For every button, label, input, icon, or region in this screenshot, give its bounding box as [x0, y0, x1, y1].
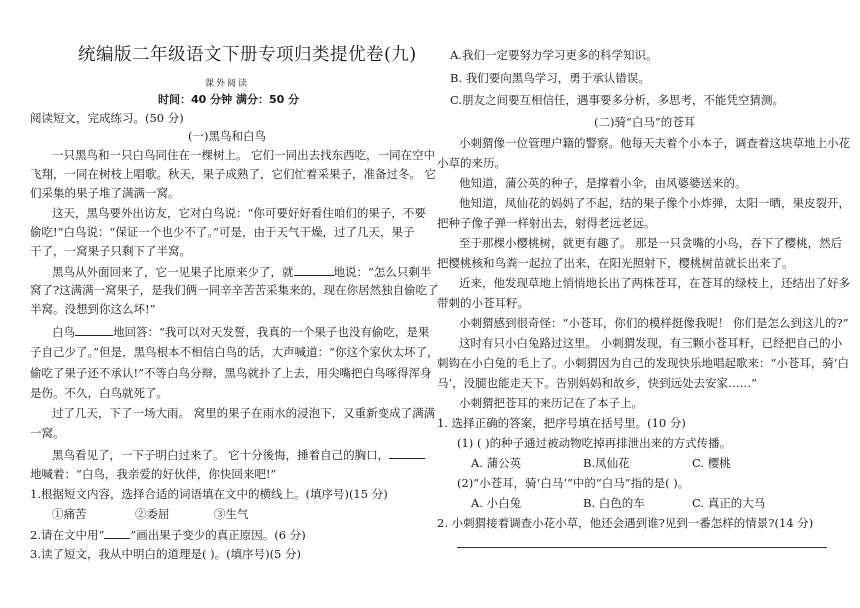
- question-1: 1.根据短文内容，选择合适的词语填在文中的横线上。(填序号)(15 分): [30, 487, 388, 501]
- text-segment: 白鸟: [52, 325, 75, 339]
- option: ①痛苦: [52, 507, 87, 521]
- fill-blank[interactable]: [75, 324, 113, 336]
- text-segment: 地说：“怎么只剩半: [333, 265, 432, 279]
- paragraph-line: 一窝。: [30, 426, 65, 440]
- paragraph-line: 过了几天，下了一场大雨。 窝里的果子在雨水的浸泡下，又重新变成了满满: [52, 406, 436, 420]
- question-1: 1. 选择正确的答案，把序号填在括号里。(10 分): [437, 416, 686, 430]
- paragraph-line: 至于那棵小樱桃树，就更有趣了。 那是一只贪嘴的小鸟，吞下了樱桃，然后: [459, 236, 843, 250]
- text-segment: 黑鸟从外面回来了，它一见果子比原来少了，就: [52, 265, 294, 279]
- paragraph-line: 把种子像子弹一样射出去，射得老远老远。: [437, 216, 656, 230]
- section1-title: (一)黑鸟和白鸟: [188, 129, 266, 143]
- instruction: 阅读短文，完成练习。(50 分): [30, 111, 184, 125]
- time-score: 时间：40 分钟 满分：50 分: [158, 93, 300, 106]
- paragraph-line: 他知道，凤仙花的妈妈了不起，结的果子像个小炸弹，太阳一晒，果皮裂开，: [459, 196, 850, 210]
- paragraph-line: 是伤。不久，白鸟就死了。: [30, 386, 168, 400]
- section2-title: (二)骑“白马”的苍耳: [594, 115, 696, 129]
- option-a: A.我们一定要努力学习更多的科学知识。: [450, 48, 658, 62]
- paragraph-line: 偷吃了果子还不承认!”不等白鸟分辩，黑鸟就扑了上去，用尖嘴把白鸟啄得浑身: [30, 366, 432, 380]
- paragraph-line: 近来，他发现草地上悄悄地长出了两株苍耳，在苍耳的绿枝上，还结出了好多: [459, 276, 850, 290]
- fill-blank[interactable]: [294, 264, 334, 276]
- paragraph-line: [52, 324, 429, 339]
- question-3: 3.读了短文，我从中明白的道理是( )。(填序号)(5 分): [30, 547, 302, 561]
- paragraph-line: [52, 264, 431, 279]
- paragraph-line: 半窝。没想到你这么坏!”: [30, 302, 156, 316]
- text-segment: 黑鸟看见了，一下子明白过来了。 它十分後悔，捶着自己的胸口，: [52, 448, 390, 462]
- text-segment: 2.请在文中用“: [30, 528, 105, 542]
- paragraph-line: 小刺猬像一位管理户籍的警察。他每天夫着个小本子，调查着这块草地上小花: [459, 136, 850, 150]
- paragraph-line: 这时有只小白兔路过这里。 小刺猬发现，有三颗小苍耳籽，已经把自己的小: [459, 336, 843, 350]
- text-segment: ”画出果子变少的真正原因。(6 分): [130, 528, 306, 542]
- paragraph-line: 子自己少了。”但是，黑鸟根本不相信白鸟的话，大声喊道：“你这个家伙太坏了，: [30, 345, 439, 359]
- paragraph-line: 窝了?这满满一窝果子，是我们俩一同辛辛苦苦采集来的，现在你居然独自偷吃了: [30, 283, 439, 297]
- option: C. 真正的大马: [692, 496, 766, 510]
- option: C. 樱桃: [692, 456, 731, 470]
- paragraph-line: 带刺的小苍耳籽。: [437, 296, 529, 310]
- option: ②委屈: [135, 507, 170, 521]
- paragraph-line: 小刺猬把苍耳的来历记在了本子上。: [459, 396, 643, 410]
- paragraph-line: 他知道，蒲公英的种子，是撑着小伞，由风婆婆送来的。: [459, 176, 747, 190]
- option: B.凤仙花: [583, 456, 630, 470]
- paragraph-line: 一只黑鸟和一只白鸟同住在一棵树上。 它们一同出去找东西吃，一同在空中: [52, 148, 436, 162]
- fill-blank[interactable]: [389, 447, 425, 459]
- answer-line[interactable]: [457, 547, 827, 548]
- paragraph-line: 飞翔，一同在树枝上唱歌。秋天，果子成熟了，它们忙着采果子，准备过冬。 它: [30, 167, 437, 181]
- option: A. 小白兔: [471, 496, 522, 510]
- paragraph-line: 小草的来历。: [437, 156, 506, 170]
- paragraph-line: 把樱桃核和鸟粪一起拉了出来，在阳光照射下，樱桃树苗就长出来了。: [437, 256, 794, 270]
- underline-sample: [104, 527, 130, 539]
- option: B. 白色的车: [583, 496, 645, 510]
- question-2: 2. 小刺猬接着调查小花小草，他还会遇到谁?见到一番怎样的情景?(14 分): [437, 516, 814, 530]
- paragraph-line: 这天，黑鸟要外出访友，它对白鸟说：“你可要好好看住咱们的果子，不要: [52, 206, 426, 220]
- paragraph-line: 干了，一窝果子只剩下了半窝。: [30, 244, 191, 258]
- option: A. 蒲公英: [471, 456, 522, 470]
- paragraph-line: 马’，没腿也能走天下。告别妈妈和故乡，快到远处去安家……”: [437, 376, 758, 390]
- paragraph-line: 小刺猬感到很奇怪：“小苍耳，你们的模样挺像我呢！ 你们是怎么到这儿的?”: [459, 316, 849, 330]
- paragraph-line: 地喊着：“白鸟，我亲爱的好伙伴，你快回来吧!”: [30, 467, 277, 481]
- option: ③生气: [214, 507, 249, 521]
- option-c: C.朋友之间要互相信任，遇事要多分析，多思考，不能凭空猜测。: [450, 93, 785, 107]
- exam-subtitle: 课外阅读: [205, 79, 250, 89]
- question-1-2: (2)“小苍耳，骑‘白马’”中的“白马”指的是( )。: [457, 476, 690, 490]
- paragraph-line: [52, 447, 425, 462]
- question-2: [30, 527, 306, 542]
- paragraph-line: 偷吃!”白鸟说：“保证一个也少不了。”可是，由于天气干燥，过了几天，果子: [30, 225, 415, 239]
- exam-title: 统编版二年级语文下册专项归类提优卷(九): [78, 45, 417, 65]
- option-b: B. 我们要向黑鸟学习，勇于承认错误。: [450, 71, 650, 85]
- paragraph-line: 刺钩在小白兔的毛上了。小刺猬因为自己的发现快乐地唱起歌来：“小苍耳，骑‘白: [437, 356, 850, 370]
- question-1-1: (1) ( )的种子通过被动物吃掉再排泄出来的方式传播。: [457, 436, 732, 450]
- text-segment: 地回答：“我可以对天发誓，我真的一个果子也没有偷吃，是果: [113, 325, 430, 339]
- paragraph-line: 们采集的果子堆了满满一窝。: [30, 186, 180, 200]
